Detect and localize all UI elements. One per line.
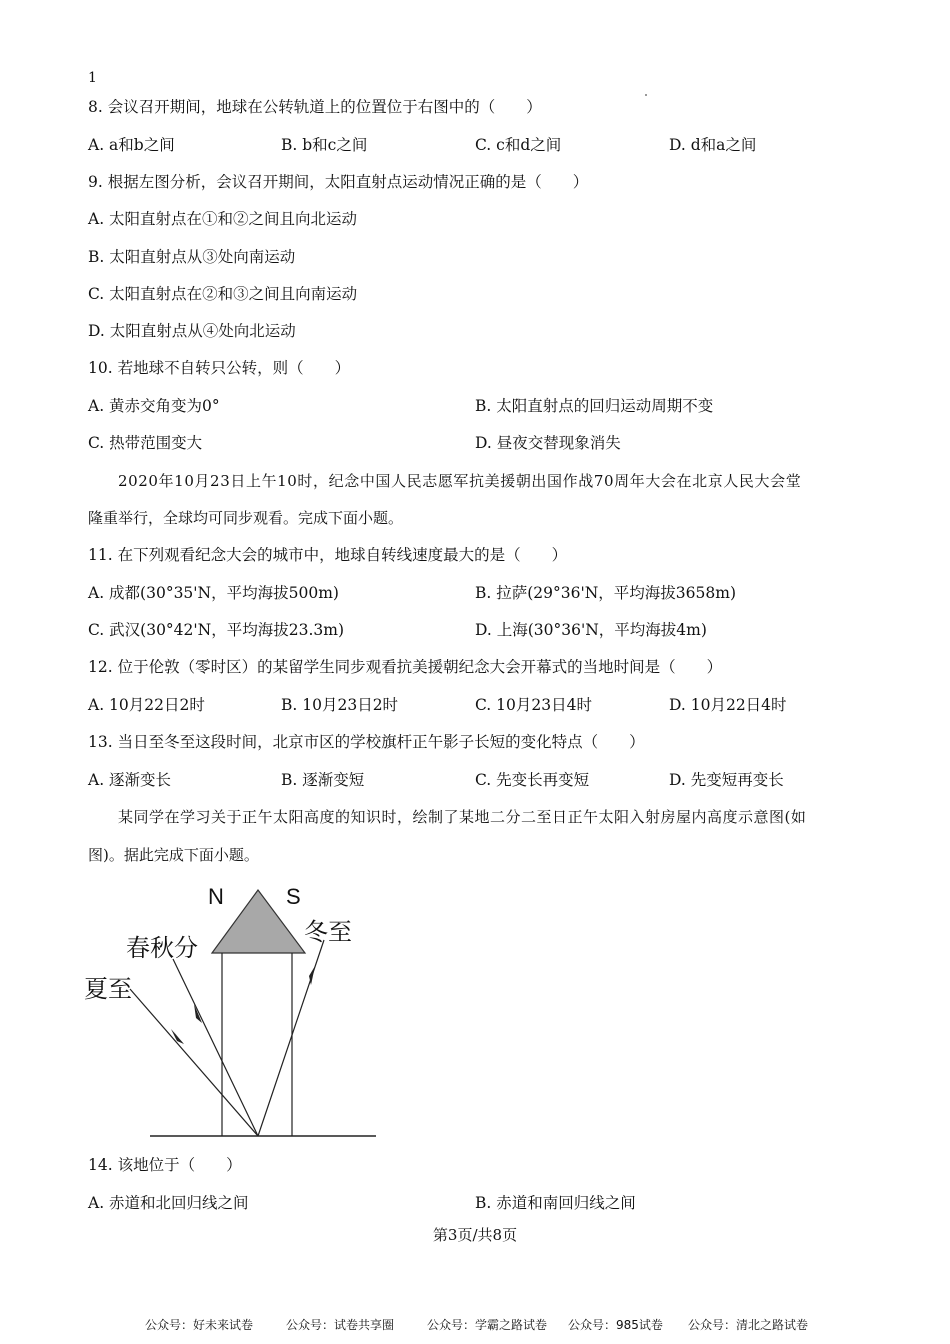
q8-option-b: B. b和c之间 <box>281 136 368 154</box>
passage2-line2: 图)。据此完成下面小题。 <box>88 846 259 864</box>
equinox-arrow-head <box>194 1004 202 1023</box>
q13-option-d: D. 先变短再变长 <box>669 771 784 789</box>
q14-option-b: B. 赤道和南回归线之间 <box>475 1194 636 1212</box>
q12-option-a: A. 10月22日2时 <box>88 696 205 714</box>
passage1-line2: 隆重举行，全球均可同步观看。完成下面小题。 <box>88 509 404 527</box>
q11-option-d: D. 上海(30°36'N，平均海拔4m) <box>475 621 707 639</box>
q12-option-c: C. 10月23日4时 <box>475 696 592 714</box>
q11-option-b: B. 拉萨(29°36'N，平均海拔3658m) <box>475 584 737 602</box>
summer-arrow-head <box>171 1029 184 1044</box>
q8-option-a: A. a和b之间 <box>88 136 175 154</box>
q8-option-c: C. c和d之间 <box>475 136 562 154</box>
label-north: N <box>208 884 224 909</box>
label-summer-solstice: 夏至 <box>84 975 132 1003</box>
watermark-3: 公众号：学霸之路试卷 <box>427 1318 548 1332</box>
page-footer: 第3页/共8页 <box>432 1226 518 1244</box>
watermark-4: 公众号：985试卷 <box>568 1318 663 1332</box>
stray-dot <box>645 94 647 96</box>
q8-stem: 8. 会议召开期间，地球在公转轨道上的位置位于右图中的（ ） <box>88 98 542 116</box>
passage2-line1: 某同学在学习关于正午太阳高度的知识时，绘制了某地二分二至日正午太阳入射房屋内高度示意图(如 <box>118 808 807 826</box>
q10-option-a: A. 黄赤交角变为0° <box>88 397 220 415</box>
q9-option-b: B. 太阳直射点从③处向南运动 <box>88 248 296 266</box>
passage1-line1: 2020年10月23日上午10时，纪念中国人民志愿军抗美援朝出国作战70周年大会在北京人民大会堂 <box>118 472 802 490</box>
q10-option-b: B. 太阳直射点的回归运动周期不变 <box>475 397 714 415</box>
q11-stem: 11. 在下列观看纪念大会的城市中，地球自转线速度最大的是（ ） <box>88 546 568 564</box>
sun-angle-house-diagram <box>80 878 390 1143</box>
q13-option-b: B. 逐渐变短 <box>281 771 365 789</box>
q10-option-d: D. 昼夜交替现象消失 <box>475 434 621 452</box>
q9-option-d: D. 太阳直射点从④处向北运动 <box>88 322 296 340</box>
q12-stem: 12. 位于伦敦（零时区）的某留学生同步观看抗美援朝纪念大会开幕式的当地时间是（ ） <box>88 658 723 676</box>
watermark-5: 公众号：清北之路试卷 <box>688 1318 809 1332</box>
q10-option-c: C. 热带范围变大 <box>88 434 203 452</box>
q9-stem: 9. 根据左图分析，会议召开期间，太阳直射点运动情况正确的是（ ） <box>88 173 589 191</box>
q12-option-b: B. 10月23日2时 <box>281 696 399 714</box>
watermark-2: 公众号：试卷共享圈 <box>286 1318 395 1332</box>
page-marker: 1 <box>88 70 97 86</box>
label-south: S <box>286 884 301 909</box>
q8-option-d: D. d和a之间 <box>669 136 757 154</box>
q14-stem: 14. 该地位于（ ） <box>88 1156 242 1174</box>
q13-option-c: C. 先变长再变短 <box>475 771 590 789</box>
q13-stem: 13. 当日至冬至这段时间，北京市区的学校旗杆正午影子长短的变化特点（ ） <box>88 733 645 751</box>
q14-option-a: A. 赤道和北回归线之间 <box>88 1194 249 1212</box>
watermark-1: 公众号：好未来试卷 <box>145 1318 254 1332</box>
label-equinox: 春秋分 <box>126 934 198 962</box>
summer-solstice-ray <box>130 989 258 1136</box>
q11-option-c: C. 武汉(30°42'N，平均海拔23.3m) <box>88 621 344 639</box>
q9-option-c: C. 太阳直射点在②和③之间且向南运动 <box>88 285 358 303</box>
q13-option-a: A. 逐渐变长 <box>88 771 172 789</box>
q10-stem: 10. 若地球不自转只公转，则（ ） <box>88 359 351 377</box>
q11-option-a: A. 成都(30°35'N，平均海拔500m) <box>88 584 339 602</box>
q9-option-a: A. 太阳直射点在①和②之间且向北运动 <box>88 210 358 228</box>
q12-option-d: D. 10月22日4时 <box>669 696 787 714</box>
label-winter-solstice: 冬至 <box>304 918 352 946</box>
equinox-ray <box>173 959 258 1136</box>
